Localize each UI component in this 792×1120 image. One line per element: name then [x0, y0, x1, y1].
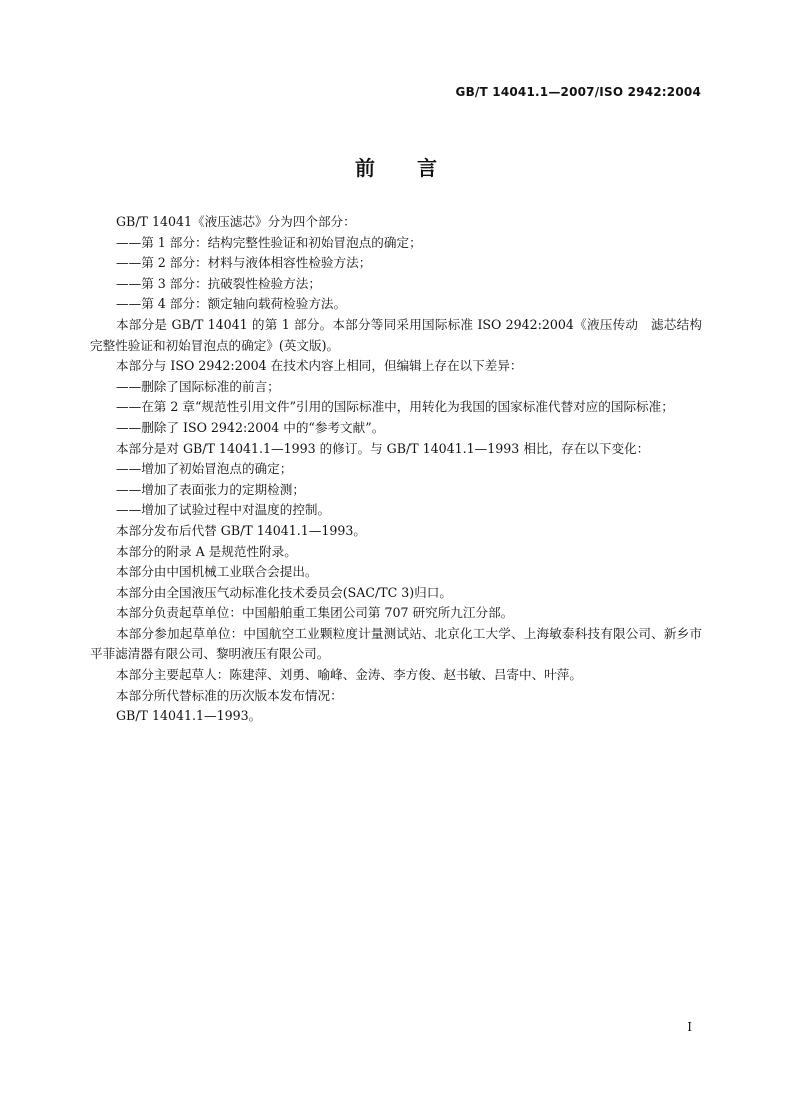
- part-2-item: ——第 2 部分：材料与液体相容性检验方法；: [116, 255, 372, 271]
- change-item-2: ——增加了表面张力的定期检测；: [116, 481, 305, 497]
- revision-statement: 本部分是对 GB/T 14041.1—1993 的修订。与 GB/T 14041.1—1993 相比，存在以下变化：: [116, 440, 650, 456]
- drafters-statement: 本部分主要起草人：陈建萍、刘勇、喻峰、金涛、李方俊、赵书敏、吕寄中、叶萍。: [116, 667, 582, 683]
- page-number: I: [687, 1020, 692, 1034]
- part-3-item: ——第 3 部分：抗破裂性检验方法；: [116, 275, 321, 291]
- page-title: [0, 152, 792, 181]
- annex-statement: 本部分的附录 A 是规范性附录。: [116, 543, 297, 559]
- difference-item-3: ——删除了 ISO 2942:2004 中的“参考文献”。: [116, 419, 385, 435]
- adoption-statement: 本部分是 GB/T 14041 的第 1 部分。本部分等同采用国际标准 ISO 2942:2004《液压传动 滤芯结构完整性验证和初始冒泡点的确定》(英文版)。: [90, 316, 702, 353]
- part-1-item: ——第 1 部分：结构完整性验证和初始冒泡点的确定；: [116, 234, 422, 250]
- proposer-statement: 本部分由中国机械工业联合会提出。: [116, 564, 318, 580]
- history-item: GB/T 14041.1—1993。: [116, 708, 262, 724]
- difference-item-1: ——删除了国际标准的前言；: [116, 378, 280, 394]
- standard-number-header: GB/T 14041.1—2007/ISO 2942:2004: [455, 85, 701, 99]
- drafting-unit-statement: 本部分负责起草单位：中国船舶重工集团公司第 707 研究所九江分部。: [116, 605, 514, 621]
- parts-intro: GB/T 14041《液压滤芯》分为四个部分：: [116, 214, 356, 229]
- difference-item-2: ——在第 2 章“规范性引用文件”引用的国际标准中，用转化为我国的国家标准代替对应的国际标准；: [116, 399, 674, 415]
- change-item-1: ——增加了初始冒泡点的确定；: [116, 461, 293, 477]
- change-item-3: ——增加了试验过程中对温度的控制。: [116, 502, 331, 518]
- part-4-item: ——第 4 部分：额定轴向载荷检验方法。: [116, 296, 347, 312]
- committee-statement: 本部分由全国液压气动标准化技术委员会(SAC/TC 3)归口。: [116, 584, 452, 600]
- differences-intro: 本部分与 ISO 2942:2004 在技术内容上相同，但编辑上存在以下差异：: [116, 358, 523, 374]
- participating-units-statement: 本部分参加起草单位：中国航空工业颗粒度计量测试站、北京化工大学、上海敏泰科技有限公司、新乡市平菲滤清器有限公司、黎明液压有限公司。: [90, 625, 702, 662]
- foreword-body: [90, 212, 702, 727]
- title-char-1: 前: [355, 156, 375, 180]
- replacement-statement: 本部分发布后代替 GB/T 14041.1—1993。: [116, 522, 367, 538]
- history-intro: 本部分所代替标准的历次版本发布情况：: [116, 687, 343, 703]
- title-char-2: 言: [417, 156, 437, 180]
